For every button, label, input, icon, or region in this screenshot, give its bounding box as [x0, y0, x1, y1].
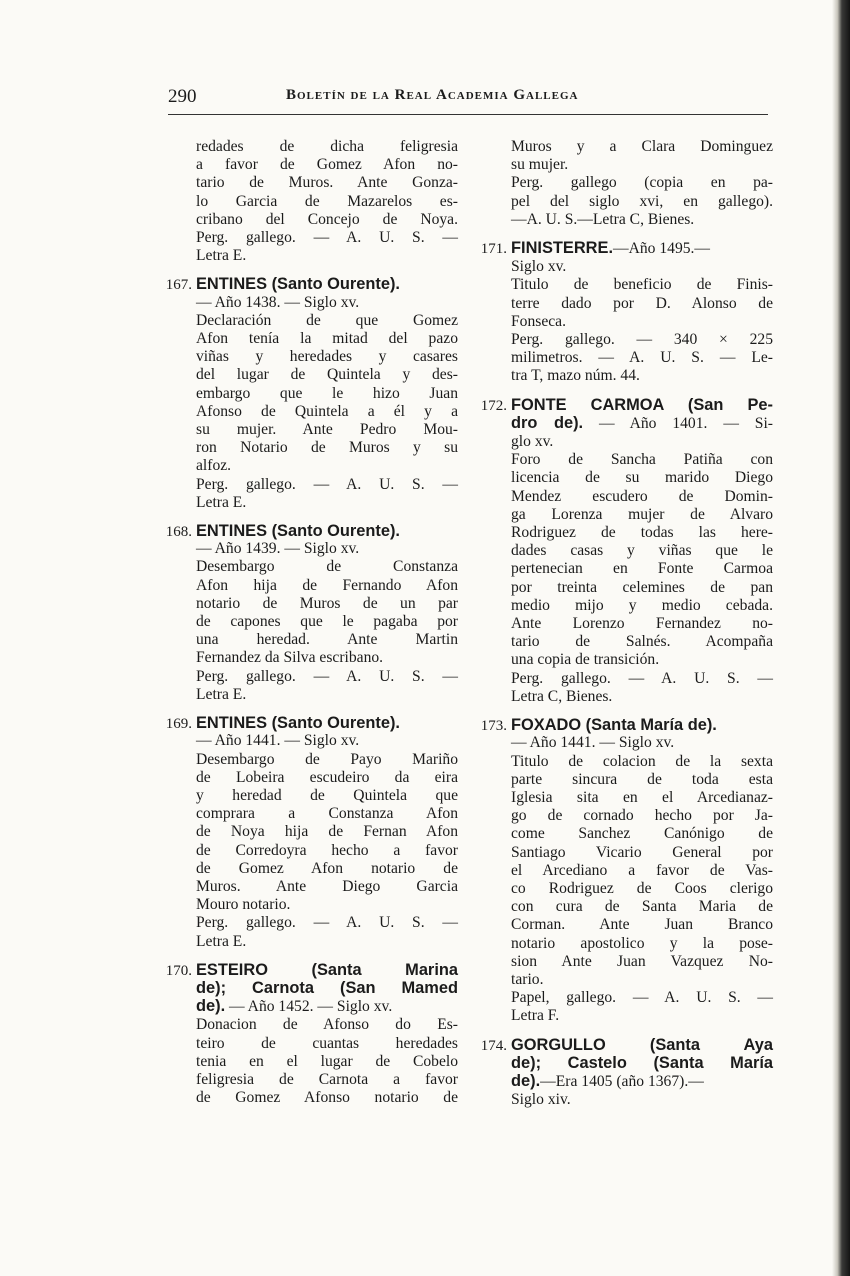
entry-heading: de).	[511, 1071, 541, 1090]
entry-year: —Era 1405 (año 1367).—	[540, 1072, 704, 1090]
entry-heading: de).	[196, 997, 226, 1016]
text-line: comprara a Constanza Afon	[196, 805, 458, 823]
text-line: alfoz.	[196, 457, 232, 475]
text-line: Desembargo de Constanza	[196, 558, 458, 576]
entry-heading-line	[511, 239, 773, 258]
text-line: cribano del Concejo de Noya.	[196, 210, 458, 228]
source-line: Papel, gallego. — A. U. S. —	[511, 989, 773, 1007]
source-line: milimetros. — A. U. S. — Le-	[511, 349, 773, 367]
text-line: feligresia de Carnota a favor	[196, 1070, 458, 1088]
entry-year: — Año 1452. — Siglo xv.	[229, 998, 393, 1016]
source-line: —A. U. S.—Letra C, Bienes.	[511, 210, 695, 228]
text-line: Titulo de colacion de la sexta	[511, 752, 773, 770]
entry-year: Siglo xv.	[511, 258, 567, 276]
text-line: go de cornado hecho por Ja-	[511, 807, 773, 825]
source-line: Letra E.	[196, 493, 247, 511]
catalog-entry-169	[165, 714, 458, 951]
entry-year: — Año 1439. — Siglo xv.	[196, 540, 360, 558]
text-line: el Arcediano a favor de Vas-	[511, 861, 773, 879]
source-line: Letra E.	[196, 932, 247, 950]
text-line: su mujer. Ante Pedro Mou-	[196, 421, 458, 439]
entry-heading: FOXADO (Santa María de).	[511, 716, 717, 735]
text-line: Desembargo de Payo Mariño	[196, 750, 458, 768]
text-line: parte sincura de toda esta	[511, 770, 773, 788]
source-line: Perg. gallego. — A. U. S. —	[196, 667, 458, 685]
text-line: Muros y a Clara Dominguez	[511, 138, 773, 155]
text-line: licencia de su marido Diego	[511, 469, 773, 487]
text-line: del lugar de Quintela y des-	[196, 366, 458, 384]
entry-year: Siglo xiv.	[511, 1091, 571, 1109]
text-line: viñas y heredades y casares	[196, 348, 458, 366]
entry-heading-line	[511, 1072, 773, 1091]
source-line: pel del siglo xvi, en gallego).	[511, 192, 773, 210]
entry-number: 172.	[480, 397, 507, 414]
entry-number: 170.	[165, 962, 192, 979]
text-line: medio mijo y medio cebada.	[511, 596, 773, 614]
entry-heading: dro de).	[511, 413, 584, 432]
text-line: tenia en el lugar de Cobelo	[196, 1052, 458, 1070]
text-line: su mujer.	[511, 156, 569, 174]
entry-heading: FONTE CARMOA (San Pe-	[511, 395, 773, 414]
text-line: con cura de Santa Maria de	[511, 898, 773, 916]
text-line: Donacion de Afonso do Es-	[196, 1016, 458, 1034]
entry-heading: ENTINES (Santo Ourente).	[196, 275, 400, 294]
entry-heading: GORGULLO (Santa Aya	[511, 1035, 773, 1054]
text-line: Declaración de que Gomez	[196, 311, 458, 329]
text-line: Afonso de Quintela a él y a	[196, 402, 458, 420]
catalog-entry-170	[165, 960, 458, 1108]
entry-heading: FINISTERRE.	[511, 239, 613, 258]
text-line: Titulo de beneficio de Finis-	[511, 276, 773, 294]
text-line: de capones que le pagaba por	[196, 613, 458, 631]
text-line: tario de Salnés. Acompaña	[511, 633, 773, 651]
text-line: come Sanchez Canónigo de	[511, 825, 773, 843]
text-line: tario de Muros. Ante Gonza-	[196, 174, 458, 192]
text-line: y heredad de Quintela que	[196, 786, 458, 804]
text-line: a favor de Gomez Afon no-	[196, 156, 458, 174]
catalog-entry-168	[165, 522, 458, 704]
entry-year: — Año 1441. — Siglo xv.	[196, 732, 360, 750]
source-line: Letra E.	[196, 685, 247, 703]
entry-number: 171.	[480, 241, 507, 258]
catalog-entry-173	[480, 716, 773, 1025]
text-line: Mendez escudero de Domin-	[511, 487, 773, 505]
text-line: Perg. gallego. — A. U. S. —	[196, 229, 458, 247]
entry-number: 169.	[165, 716, 192, 733]
entry-year: — Año 1441. — Siglo xv.	[511, 734, 675, 752]
catalog-entry-174	[480, 1035, 773, 1110]
source-line: Letra C, Bienes.	[511, 687, 613, 705]
catalog-entry-172	[480, 395, 773, 706]
source-line: tra T, mazo núm. 44.	[511, 367, 640, 385]
text-line: Iglesia sita en el Arcedianaz-	[511, 788, 773, 806]
text-line: Letra E.	[196, 247, 247, 265]
entry-heading: de); Carnota (San Mamed	[196, 978, 458, 997]
entry-heading-line	[511, 414, 773, 433]
text-line: lo Garcia de Mazarelos es-	[196, 192, 458, 210]
text-line: ga Lorenza mujer de Alvaro	[511, 505, 773, 523]
text-line: de Gomez Afon notario de	[196, 859, 458, 877]
entry-number: 173.	[480, 718, 507, 735]
catalog-entry-171	[480, 239, 773, 386]
text-line: notario de Muros de un par	[196, 594, 458, 612]
text-line: notario apostolico y la pose-	[511, 934, 773, 952]
text-line: Rodriguez de todas las here-	[511, 524, 773, 542]
text-line: Santiago Vicario General por	[511, 843, 773, 861]
text-line: tario.	[511, 970, 544, 988]
header-rule	[168, 114, 768, 115]
text-line: Mouro notario.	[196, 896, 291, 914]
entry-year: glo xv.	[511, 433, 554, 451]
text-line: Foro de Sancha Patiña con	[511, 451, 773, 469]
text-line: Afon hija de Fernando Afon	[196, 576, 458, 594]
text-line: sion Ante Juan Vazquez No-	[511, 952, 773, 970]
page-header	[168, 86, 768, 110]
entry-heading-line	[196, 997, 458, 1016]
text-line: terre dado por D. Alonso de	[511, 294, 773, 312]
source-line: Perg. gallego. — A. U. S. —	[511, 669, 773, 687]
text-line: pertenecian en Fonte Carmoa	[511, 560, 773, 578]
entry-number: 174.	[480, 1037, 507, 1054]
right-column	[480, 138, 773, 1119]
continuation-entry	[511, 138, 773, 229]
source-line: Letra F.	[511, 1007, 560, 1025]
entry-heading: ESTEIRO (Santa Marina	[196, 960, 458, 979]
text-line: Afon tenía la mitad del pazo	[196, 330, 458, 348]
text-line: de Gomez Afonso notario de	[196, 1089, 458, 1107]
left-column	[165, 138, 458, 1117]
entry-number: 167.	[165, 277, 192, 294]
text-line: ron Notario de Muros y su	[196, 439, 458, 457]
running-title: Boletín de la Real Academia Gallega	[286, 87, 579, 103]
entry-heading: ENTINES (Santo Ourente).	[196, 714, 400, 733]
text-line: una heredad. Ante Martin	[196, 631, 458, 649]
text-line: de Lobeira escudeiro da eira	[196, 768, 458, 786]
source-line: Perg. gallego (copia en pa-	[511, 174, 773, 192]
source-line: Perg. gallego. — A. U. S. —	[196, 475, 458, 493]
text-line: teiro de cuantas heredades	[196, 1034, 458, 1052]
page-number: 290	[168, 86, 197, 107]
entry-heading: de); Castelo (Santa María	[511, 1053, 773, 1072]
text-line: Corman. Ante Juan Branco	[511, 916, 773, 934]
text-line: Ante Lorenzo Fernandez no-	[511, 615, 773, 633]
text-line: de Noya hija de Fernan Afon	[196, 823, 458, 841]
text-line: de Corredoyra hecho a favor	[196, 841, 458, 859]
entry-number: 168.	[165, 524, 192, 541]
entry-year: — Año 1438. — Siglo xv.	[196, 293, 360, 311]
text-line: redades de dicha feligresia	[196, 138, 458, 155]
entry-year: —Año 1495.—	[613, 240, 711, 258]
catalog-entry-167	[165, 275, 458, 512]
continuation-entry	[196, 138, 458, 265]
text-line: embargo que le hizo Juan	[196, 384, 458, 402]
page-edge-shadow	[832, 0, 850, 1276]
source-line: Perg. gallego. — A. U. S. —	[196, 914, 458, 932]
text-line: Muros. Ante Diego Garcia	[196, 877, 458, 895]
entry-heading: ENTINES (Santo Ourente).	[196, 522, 400, 541]
text-line: por treinta celemines de pan	[511, 578, 773, 596]
text-line: dades casas y viñas que le	[511, 542, 773, 560]
text-line: Fonseca.	[511, 312, 566, 330]
text-line: Fernandez da Silva escribano.	[196, 649, 384, 667]
entry-year: — Año 1401. — Si-	[598, 414, 773, 432]
source-line: Perg. gallego. — 340 × 225	[511, 331, 773, 349]
text-line: co Rodriguez de Coos clerigo	[511, 879, 773, 897]
text-line: una copia de transición.	[511, 651, 660, 669]
